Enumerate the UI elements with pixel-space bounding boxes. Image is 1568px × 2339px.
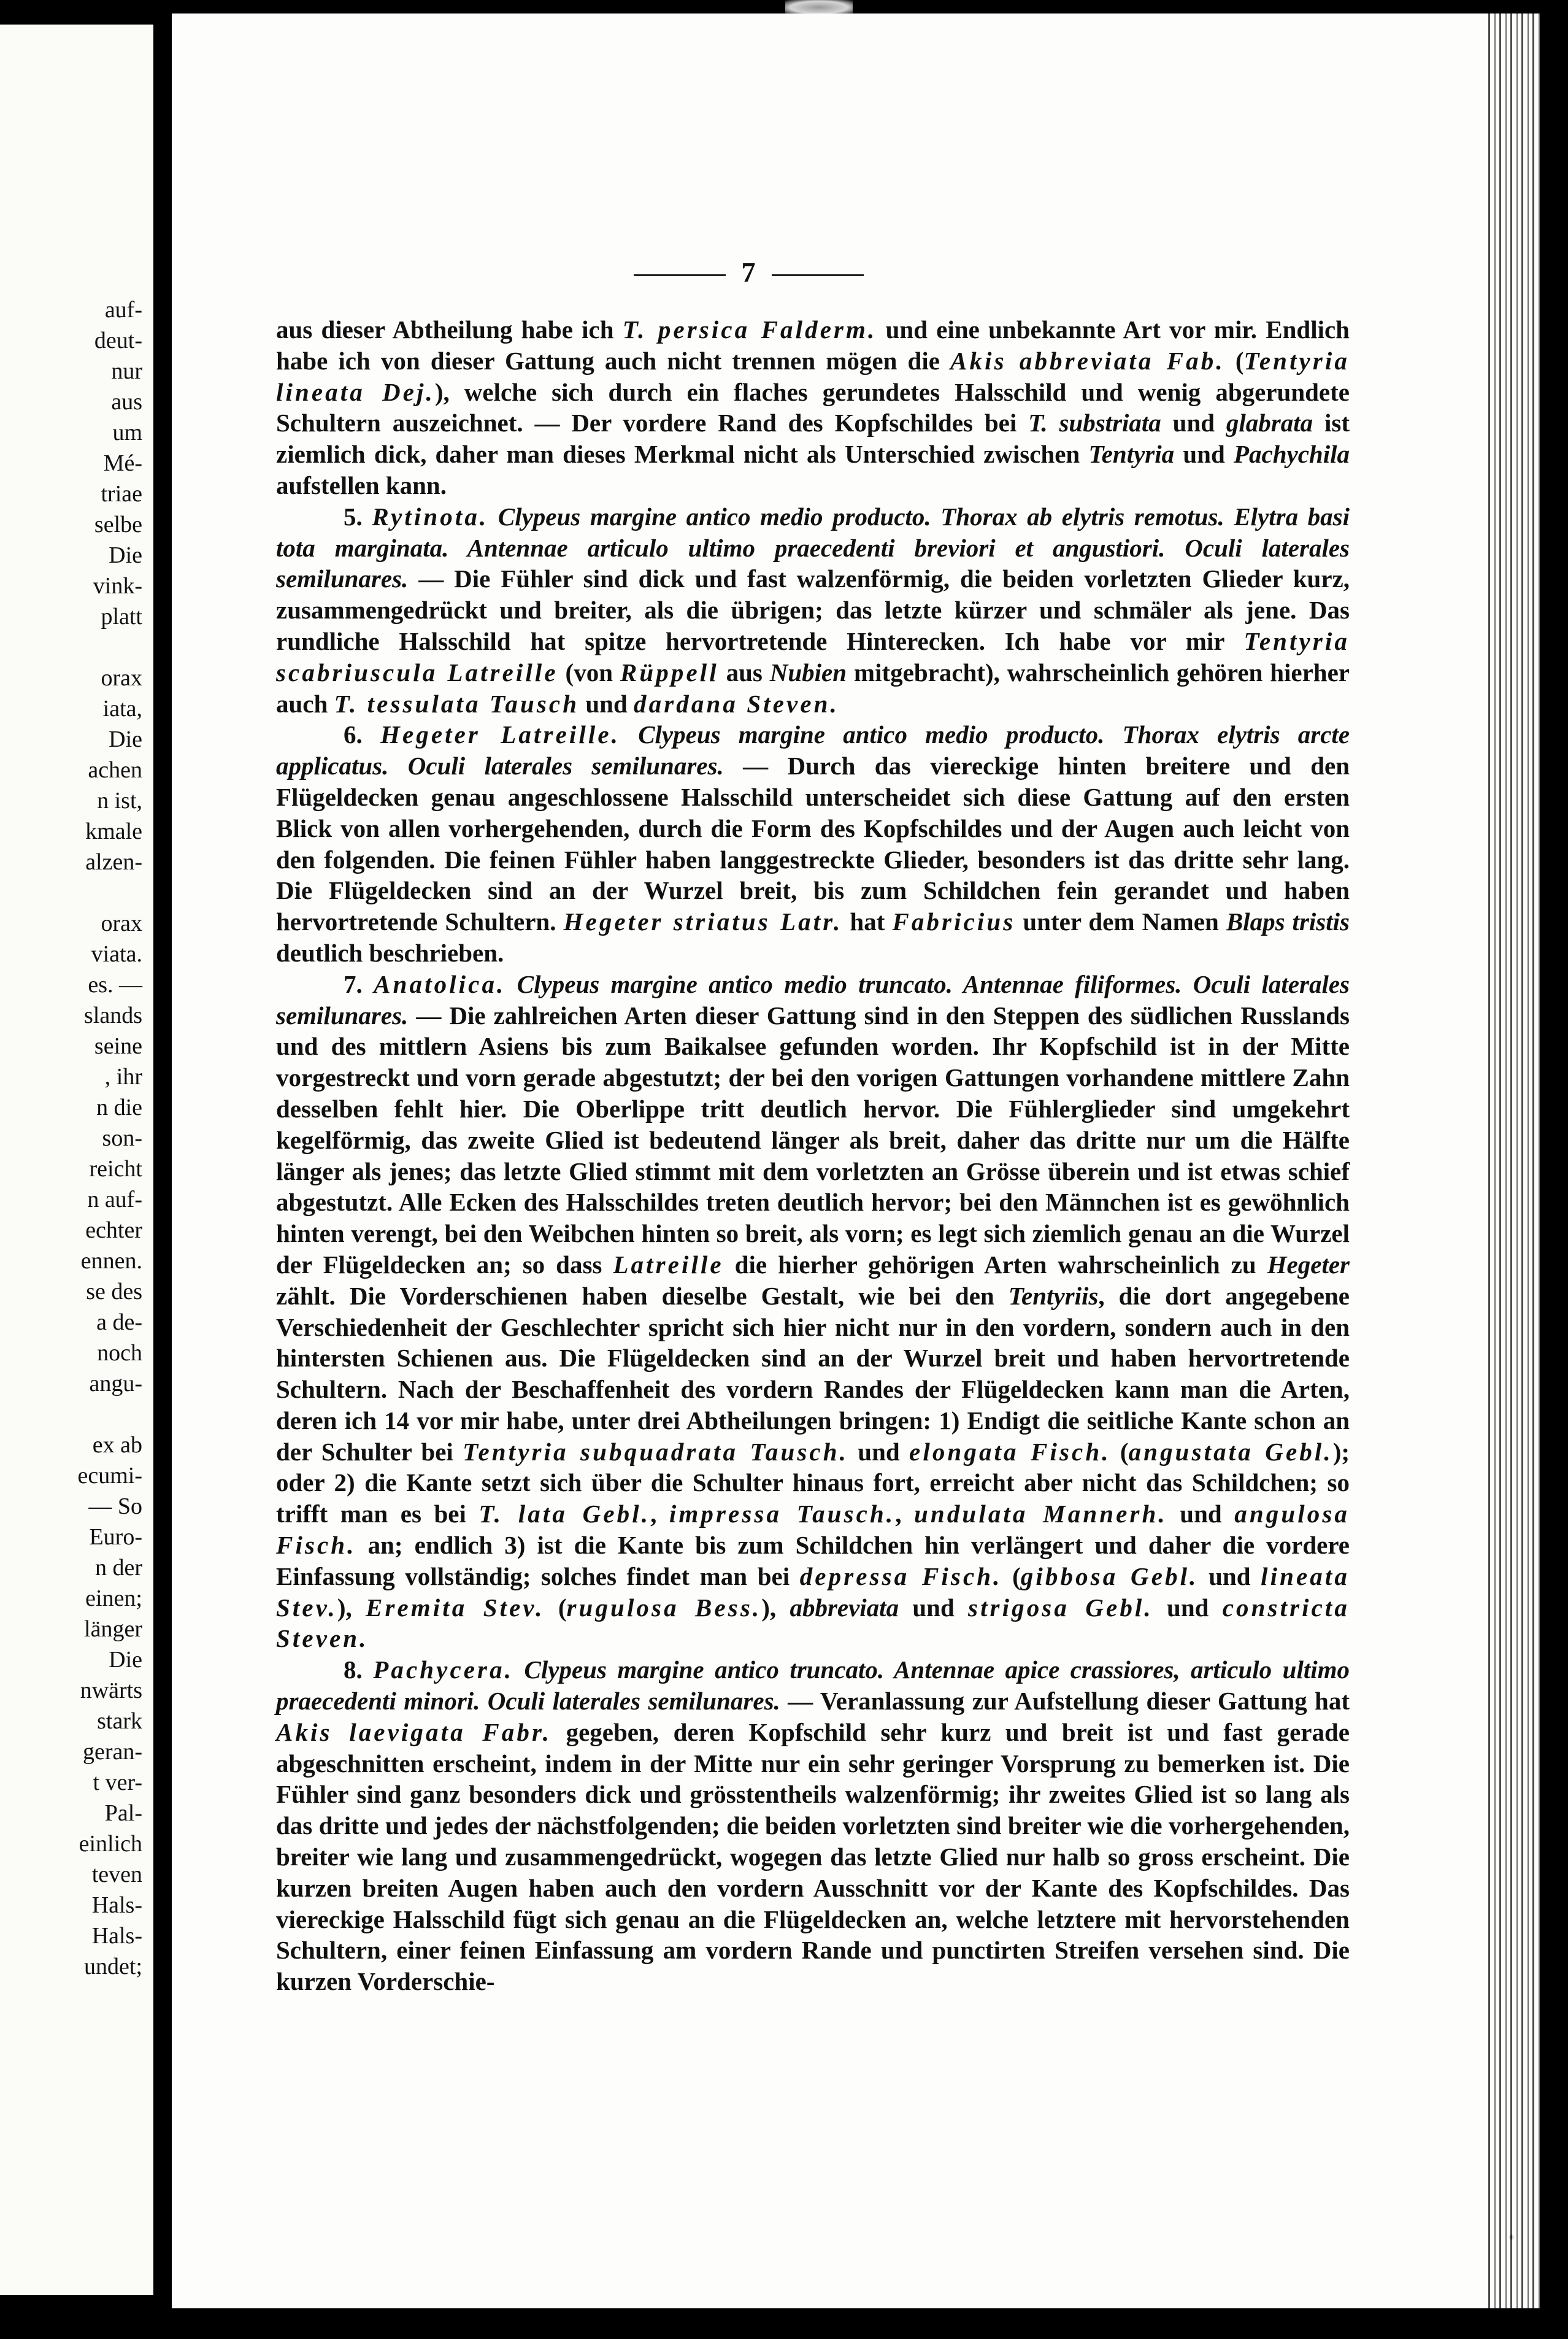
left-page-fragment: Euro- <box>89 1524 142 1550</box>
header-rule-right <box>772 274 864 276</box>
paragraph <box>276 501 1350 720</box>
left-page-fragment: son- <box>102 1125 142 1151</box>
page-number: 7 <box>741 256 756 288</box>
left-page-fragment: t ver- <box>93 1770 142 1795</box>
text-run: ), <box>761 1593 790 1622</box>
text-run: und <box>899 1593 969 1622</box>
latin-text: Tentyria <box>1088 440 1175 469</box>
taxon-name: angustata Gebl. <box>1128 1437 1333 1466</box>
text-run: ( <box>1002 1562 1021 1590</box>
left-page-edge <box>0 25 153 2295</box>
taxon-name: Rüppell <box>620 658 719 687</box>
latin-text: Tentyriis <box>1008 1281 1099 1310</box>
paragraph <box>276 719 1350 968</box>
latin-text: abbreviata <box>790 1593 899 1622</box>
latin-text: Clypeus margine antico medio producto. Thorax ab elytris remotus. Elytra basi tota marginata. Antennae articulo ultimo praecedenti breviori et angustiori. Oculi laterales semilunares. <box>276 502 1350 593</box>
taxon-name: undulata Mannerh. <box>914 1500 1167 1528</box>
text-run: mitgebracht), wahrscheinlich gehören hierher auch <box>276 658 1350 718</box>
text-run: aus dieser Abtheilung habe ich <box>276 315 623 344</box>
left-page-fragment <box>0 877 142 908</box>
text-run: — Die zahlreichen Arten dieser Gattung sind in den Steppen des südlichen Russlands und des mittlern Asiens bis zum Baikalsee gefunden worden. Ihr Kopfschild ist in der Mitte vorgestreckt und vorn gerade abgestutzt; der bei den vorigen Gattungen vorhandene mittlere Zahn desselben fehlt hier. Die Oberlippe tritt deutlich hervor. Die Fühlerglieder sind umgekehrt kegelförmig, das zweite Glied ist bedeutend länger als breit, daher das dritte nur um die Hälfte länger als jenes; das letzte Glied stimmt mit dem vorletzten an Grösse überein und ist etwas schief abgestutzt. Alle Ecken des Halsschildes treten deutlich hervor; bei den Männchen ist es gewöhnlich hinten verengt, bei den Weibchen hinten so breit, als vorn; es legt sich ziemlich genau an die Wurzel der Flügeldecken an; so dass <box>276 1001 1350 1279</box>
text-run <box>513 1655 524 1684</box>
left-page-fragment: nur <box>111 358 142 384</box>
left-page-fragment: — So <box>88 1493 142 1519</box>
latin-text: Clypeus margine antico medio truncato. Antennae filiformes. Oculi laterales semilunares. <box>276 969 1350 1030</box>
text-run: ( <box>1224 346 1244 375</box>
text-run: an; endlich 3) ist die Kante bis zum Schildchen hin verlängert und daher die vordere Einfassung vollständig; solches findet man bei <box>276 1531 1350 1590</box>
left-page-fragment <box>0 1399 142 1430</box>
text-run: und <box>1167 1500 1235 1528</box>
text-run: und <box>1161 409 1226 437</box>
taxon-name: angulosa Fisch. <box>276 1500 1350 1560</box>
text-run: aus <box>718 658 770 687</box>
text-run: — Durch das viereckige hinten breitere und den Flügeldecken genau angeschlossene Halsschild unterscheidet sich diese Gattung auf den ersten Blick von allen vorhergehenden, durch die Form des Kopfschildes und der Augen auch leicht von den folgenden. Die feinen Fühler haben langgestreckte Glieder, besonders ist das dritte sehr lang. Die Flügeldecken sind an der Wurzel breit, bis zum Schildchen fein gerandet und haben hervortretende Schultern. <box>276 752 1350 936</box>
header-rule-left <box>634 274 726 276</box>
left-page-fragment: teven <box>91 1862 142 1887</box>
taxon-name: lineata Stev. <box>276 1562 1350 1622</box>
text-run: 7. <box>344 969 374 998</box>
left-page-fragment: Hals- <box>91 1892 142 1918</box>
left-page-fragment: a de- <box>96 1309 142 1335</box>
taxon-name: Akis abbreviata Fab. <box>950 346 1225 375</box>
text-run: ); oder 2) die Kante setzt sich über die Schulter hinaus fort, erreicht aber nicht das Schildchen; so trifft man es bei <box>276 1437 1350 1528</box>
left-page-fragment: orax <box>101 911 142 936</box>
left-page-fragment: geran- <box>82 1739 142 1765</box>
text-run: und eine unbekannte Art vor mir. Endlich habe ich von dieser Gattung auch nicht trennen mögen die <box>276 315 1350 375</box>
left-page-fragment: iata, <box>102 696 142 722</box>
taxon-name: depressa Fisch. <box>799 1562 1002 1590</box>
left-page-fragment: angu- <box>89 1371 142 1397</box>
text-run: gegeben, deren Kopfschild sehr kurz und breit ist und fast gerade abgeschnitten erscheint, indem in der Mitte nur ein sehr geringer Vorsprung zu bemerken ist. Die Fühler sind ganz besonders dick und grösstentheils walzenförmig; ihr zweites Glied ist so lang als das dritte und jedes der nächstfolgenden; die beiden vorletzten sind breiter wie die vorhergehenden, breiter wie lang und zusammengedrückt, wogegen das letzte Glied nur halb so gross erscheint. Die kurzen breiten Augen haben auch den vordern Ausschnitt vor der Kante des Kopfschildes. Das viereckige Halsschild fügt sich genau an die Flügeldecken an, welche letztere mit hervorstehenden Schultern, einer feinen Einfassung am vordern Rande und punctirten Streifen versehen sind. Die kurzen Vorderschie- <box>276 1717 1350 1996</box>
text-run: — Die Fühler sind dick und fast walzenförmig, die beiden vorletzten Glieder kurz, zusammengedrückt und breiter, als die übrigen; das letzte kürzer und schmäler als jene. Das rundliche Halsschild hat spitze hervortretende Hinterecken. Ich habe vor mir <box>276 565 1350 655</box>
taxon-name: Tentyria subquadrata Tausch. <box>463 1437 848 1466</box>
left-page-fragment: orax <box>101 665 142 691</box>
left-page-fragment: reicht <box>89 1156 142 1182</box>
latin-text: Hegeter <box>1267 1250 1350 1279</box>
text-run: 8. <box>344 1655 374 1684</box>
text-run: ( <box>544 1593 567 1622</box>
taxon-name: Tentyria lineata Dej. <box>276 346 1350 406</box>
left-page-fragment: n ist, <box>97 788 142 814</box>
text-run: und <box>1174 440 1234 469</box>
left-page-fragment: undet; <box>84 1954 142 1979</box>
taxon-name: Latreille <box>613 1250 724 1279</box>
text-run: (von <box>558 658 620 687</box>
taxon-name: T. tessulata Tausch <box>334 689 580 718</box>
text-run: ( <box>1110 1437 1129 1466</box>
taxon-name: Rytinota. <box>372 502 489 531</box>
text-run <box>620 720 638 749</box>
left-page-text-fragments <box>0 295 142 1982</box>
text-run: zählt. Die Vorderschienen haben dieselbe Gestalt, wie bei den <box>276 1281 1009 1310</box>
left-page-fragment: auf- <box>104 297 142 323</box>
latin-text: T. substriata <box>1028 409 1161 437</box>
left-page-fragment: einen; <box>85 1586 142 1611</box>
taxon-name: constricta Steven. <box>276 1593 1350 1653</box>
left-page-fragment: noch <box>97 1340 142 1366</box>
left-page-fragment: vink- <box>93 573 142 599</box>
left-page-fragment: achen <box>88 757 142 783</box>
body-text <box>276 314 1350 1997</box>
left-page-fragment: ennen. <box>80 1248 142 1274</box>
left-page-fragment: nwärts <box>80 1678 142 1703</box>
left-page-fragment: selbe <box>94 512 142 538</box>
paragraph <box>276 969 1350 1655</box>
left-page-fragment: um <box>112 420 142 445</box>
text-run: und <box>1198 1562 1261 1590</box>
left-page-fragment: Die <box>109 726 142 752</box>
text-run: unter dem Namen <box>1015 907 1226 936</box>
text-run: ), welche sich durch ein flaches gerundetes Halsschild und wenig abgerundete Schultern auszeichnet. — Der vordere Rand des Kopfschildes bei <box>276 377 1350 437</box>
text-run <box>505 970 517 998</box>
left-page-fragment <box>0 632 142 663</box>
left-page-fragment: Mé- <box>103 450 142 476</box>
left-page-fragment: Hals- <box>91 1923 142 1949</box>
text-run: hat <box>842 907 893 936</box>
taxon-name: Hegeter Latreille. <box>380 720 620 749</box>
left-page-fragment: ex ab <box>92 1432 142 1458</box>
left-page-fragment: echter <box>85 1217 142 1243</box>
left-page-fragment: Die <box>109 1647 142 1673</box>
left-page-fragment: slands <box>84 1003 142 1028</box>
left-page-fragment: stark <box>97 1708 142 1734</box>
left-page-fragment: kmale <box>85 819 142 844</box>
left-page-fragment: se des <box>86 1279 142 1304</box>
left-page-fragment: n der <box>94 1555 142 1581</box>
taxon-name: Fabricius <box>892 907 1016 936</box>
left-page-fragment: deut- <box>94 328 142 353</box>
left-page-fragment: aus <box>111 389 142 415</box>
text-run: aufstellen kann. <box>276 471 447 499</box>
left-page-fragment: triae <box>101 481 142 507</box>
text-run: und <box>1153 1593 1223 1622</box>
text-run: ist ziemlich dick, daher man dieses Merkmal nicht als Unterschied zwischen <box>276 409 1350 469</box>
taxon-name: Anatolica. <box>374 969 506 998</box>
taxon-name: Tentyria scabriuscula Latreille <box>276 626 1350 687</box>
text-run: die hierher gehörigen Arten wahrscheinlich zu <box>723 1250 1267 1279</box>
taxon-name: Eremita Stev. <box>366 1593 545 1622</box>
text-run: und <box>579 689 634 718</box>
left-page-fragment: Pal- <box>104 1800 142 1826</box>
left-page-fragment: viata. <box>91 941 142 967</box>
scan-blot <box>785 0 853 15</box>
latin-text: Pachychila <box>1233 440 1350 469</box>
page-edge-shadow <box>1485 13 1540 2308</box>
text-run: deutlich beschrieben. <box>276 938 504 967</box>
left-page-fragment: n auf- <box>87 1187 142 1212</box>
left-page-fragment: Die <box>109 542 142 568</box>
latin-text: glabrata <box>1226 409 1313 437</box>
page-header <box>172 256 1325 288</box>
paragraph <box>276 314 1350 501</box>
taxon-name: elongata Fisch. <box>909 1437 1111 1466</box>
taxon-name: strigosa Gebl. <box>968 1593 1153 1622</box>
latin-text: Clypeus margine antico truncato. Antennae apice crassiores, articulo ultimo praecedenti minori. Oculi laterales semilunares. <box>276 1655 1350 1716</box>
paragraph <box>276 1654 1350 1997</box>
taxon-name: Hegeter striatus Latr. <box>563 907 843 936</box>
taxon-name: Akis laevigata Fabr. <box>276 1717 552 1746</box>
left-page-fragment: , ihr <box>104 1064 142 1090</box>
taxon-name: gibbosa Gebl. <box>1020 1562 1199 1590</box>
left-page-fragment: n die <box>96 1095 142 1120</box>
left-page-fragment: platt <box>101 604 142 630</box>
text-run: und <box>848 1437 910 1466</box>
text-run: , <box>650 1500 669 1528</box>
taxon-name: T. persica Falderm. <box>622 315 877 344</box>
text-run: , die dort angegebene Verschiedenheit der Geschlechter spricht sich hier nicht nur in den vordern, sondern auch in den hintersten Schienen aus. Die Flügeldecken sind an der Wurzel breit und haben hervortretende Schultern. Nach der Beschaffenheit des vordern Randes der Flügeldecken kann man die Arten, deren ich 14 vor mir habe, unter drei Abtheilungen bringen: 1) Endigt die seitliche Kante schon an der Schulter bei <box>276 1281 1350 1466</box>
taxon-name: T. lata Gebl. <box>478 1500 651 1528</box>
left-page-fragment: es. — <box>88 972 142 998</box>
text-run: , <box>895 1500 915 1528</box>
left-page-fragment: ecumi- <box>77 1463 142 1489</box>
text-run: 5. <box>344 502 372 531</box>
text-run <box>488 503 498 531</box>
latin-text: Blaps tristis <box>1226 907 1350 936</box>
right-page <box>172 13 1540 2308</box>
left-page-fragment: seine <box>94 1033 142 1059</box>
latin-text: Nubien <box>769 658 847 687</box>
text-run: ), <box>337 1593 366 1622</box>
taxon-name: Pachycera. <box>373 1655 514 1684</box>
text-run: — Veranlassung zur Aufstellung dieser Gattung hat <box>780 1687 1350 1716</box>
taxon-name: dardana Steven. <box>634 689 839 718</box>
taxon-name: rugulosa Bess. <box>566 1593 762 1622</box>
left-page-fragment: länger <box>84 1616 142 1642</box>
text-run: 6. <box>344 720 380 749</box>
book-gutter <box>153 0 172 2339</box>
latin-text: Clypeus margine antico medio producto. Thorax elytris arcte applicatus. Oculi laterales semilunares. <box>276 720 1350 780</box>
left-page-fragment: einlich <box>79 1831 142 1857</box>
left-page-fragment: alzen- <box>85 849 142 875</box>
taxon-name: impressa Tausch. <box>669 1500 896 1528</box>
